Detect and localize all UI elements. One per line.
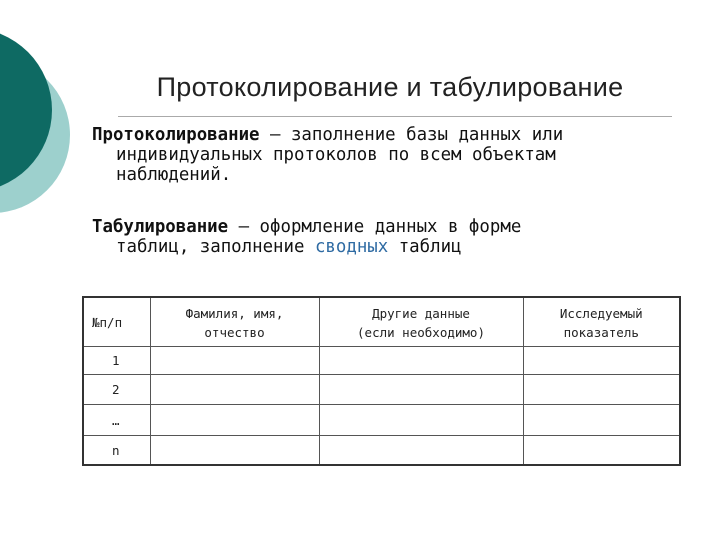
table-cell: [150, 405, 319, 436]
header-other-data-line-1: Другие данные: [372, 306, 470, 321]
table-row: [83, 405, 680, 436]
row-number-cell: n: [83, 436, 150, 466]
table-row: [83, 436, 680, 466]
table-row: [83, 347, 680, 375]
table-cell: [150, 436, 319, 466]
table-header-row: [83, 297, 680, 347]
tabulation-line-2-before: таблиц, заполнение: [116, 237, 315, 257]
row-number-cell: 2: [83, 375, 150, 405]
header-full-name: [150, 297, 319, 347]
header-indicator-line-2: показатель: [563, 325, 639, 340]
header-number-label: №п/п: [92, 314, 123, 330]
tabulation-line-1-rest: – оформление данных в форме: [228, 217, 522, 237]
data-table: [82, 296, 681, 466]
table-cell: [523, 347, 680, 375]
row-number-cell: …: [83, 405, 150, 436]
data-table-container: [82, 296, 681, 466]
protocol-definition-line-1: [92, 125, 692, 145]
tabulation-term: Табулирование: [92, 217, 229, 237]
table-cell: [523, 405, 680, 436]
slide-title: Протоколирование и табулирование: [156, 72, 624, 102]
dark-circle: [0, 28, 52, 192]
tabulation-definition-line-1: [92, 217, 692, 237]
table-cell: [319, 375, 523, 405]
tabulation-definition-line-2: [92, 237, 692, 257]
header-full-name-line-1: Фамилия, имя,: [185, 306, 284, 321]
table-cell: [319, 347, 523, 375]
table-row: [83, 375, 680, 405]
protocol-line-1-rest: – заполнение базы данных или: [259, 125, 564, 145]
header-other-data: [319, 297, 523, 347]
header-number: [83, 297, 150, 347]
protocol-definition-line-2: индивидуальных протоколов по всем объектам: [116, 145, 556, 165]
tabulation-accent-word: сводных: [314, 237, 389, 257]
title-divider: [118, 116, 672, 117]
tabulation-line-2-after: таблиц: [388, 237, 462, 257]
table-cell: [150, 375, 319, 405]
protocol-term: Протоколирование: [92, 125, 260, 145]
decorative-circles: [0, 0, 80, 300]
tabulation-definition: [92, 217, 692, 257]
protocol-definition-line-3: наблюдений.: [116, 165, 232, 185]
table-cell: [523, 375, 680, 405]
table-cell: [319, 436, 523, 466]
table-cell: [150, 347, 319, 375]
header-other-data-line-2: (если необходимо): [357, 325, 485, 340]
protocol-definition: [92, 125, 692, 185]
row-number-cell: 1: [83, 347, 150, 375]
header-indicator: [523, 297, 680, 347]
header-full-name-line-2: отчество: [204, 325, 265, 340]
table-cell: [523, 436, 680, 466]
table-cell: [319, 405, 523, 436]
header-indicator-line-1: Исследуемый: [559, 306, 643, 321]
